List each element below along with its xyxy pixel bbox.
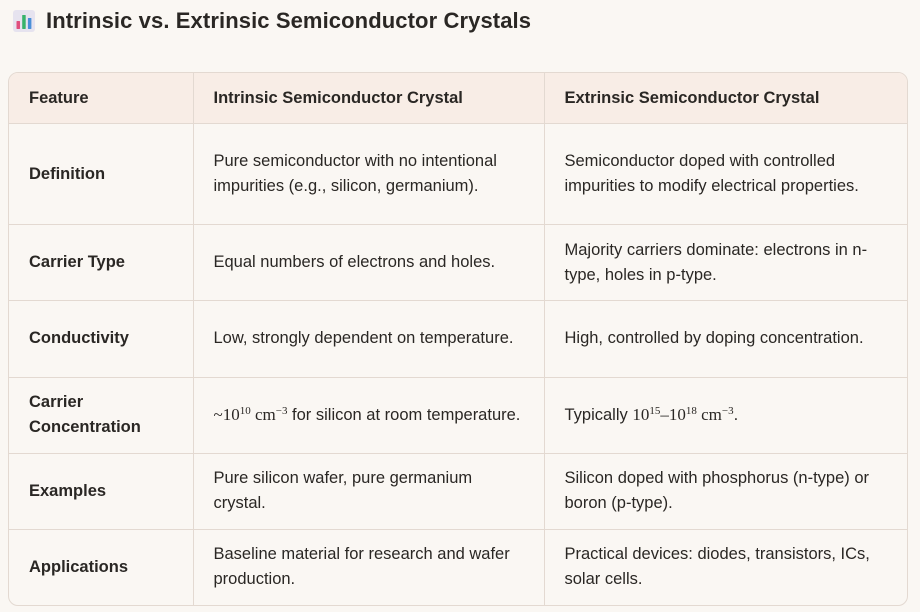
bar-chart-icon [12, 9, 36, 33]
cell-extrinsic-conductivity: High, controlled by doping concentration. [544, 301, 907, 377]
table-row [9, 453, 907, 529]
math-exponent: −3 [721, 405, 734, 418]
math-base: 10 [632, 405, 650, 425]
row-feature-definition: Definition [9, 124, 193, 225]
table-row [9, 225, 907, 301]
table-row [9, 301, 907, 377]
header-feature: Feature [9, 73, 193, 124]
row-feature-conductivity: Conductivity [9, 301, 193, 377]
math-unit: cm [696, 405, 722, 425]
table-row [9, 529, 907, 605]
math-exponent: 18 [685, 405, 697, 418]
page-title: Intrinsic vs. Extrinsic Semiconductor Crystals [46, 8, 532, 33]
cell-intrinsic-carrier-type: Equal numbers of electrons and holes. [193, 225, 544, 301]
header-extrinsic: Extrinsic Semiconductor Crystal [544, 73, 907, 124]
math-unit: cm [250, 405, 276, 425]
table-row [9, 124, 907, 225]
math-range: –10 [660, 405, 686, 425]
cell-text: for silicon at room temperature. [287, 406, 521, 425]
math-prefix: ~10 [213, 405, 240, 425]
cell-extrinsic-examples: Silicon doped with phosphorus (n-type) or boron (p-type). [544, 453, 907, 529]
math-exponent: 10 [239, 405, 251, 418]
page-header [12, 6, 531, 36]
row-feature-applications: Applications [9, 529, 193, 605]
cell-intrinsic-examples: Pure silicon wafer, pure germanium crystal. [193, 453, 544, 529]
header-intrinsic: Intrinsic Semiconductor Crystal [193, 73, 544, 124]
cell-text: . [733, 406, 739, 425]
cell-intrinsic-definition: Pure semiconductor with no intentional impurities (e.g., silicon, germanium). [193, 124, 544, 225]
row-feature-examples: Examples [9, 453, 193, 529]
row-feature-carrier-concentration: Carrier Concentration [9, 377, 193, 453]
comparison-table [8, 72, 908, 606]
cell-extrinsic-definition: Semiconductor doped with controlled impurities to modify electrical properties. [544, 124, 907, 225]
row-feature-carrier-type: Carrier Type [9, 225, 193, 301]
cell-text: Typically [564, 406, 633, 425]
table-header-row [9, 73, 907, 124]
math-exponent: −3 [275, 405, 288, 418]
cell-intrinsic-applications: Baseline material for research and wafer production. [193, 529, 544, 605]
math-exponent: 15 [649, 405, 661, 418]
cell-extrinsic-applications: Practical devices: diodes, transistors, ICs, solar cells. [564, 545, 870, 589]
table-row [9, 377, 907, 453]
cell-extrinsic-carrier-concentration [544, 377, 907, 453]
cell-intrinsic-carrier-concentration [193, 377, 544, 453]
cell-extrinsic-carrier-type: Majority carriers dominate: electrons in n-type, holes in p-type. [544, 225, 907, 301]
cell-intrinsic-conductivity: Low, strongly dependent on temperature. [193, 301, 544, 377]
